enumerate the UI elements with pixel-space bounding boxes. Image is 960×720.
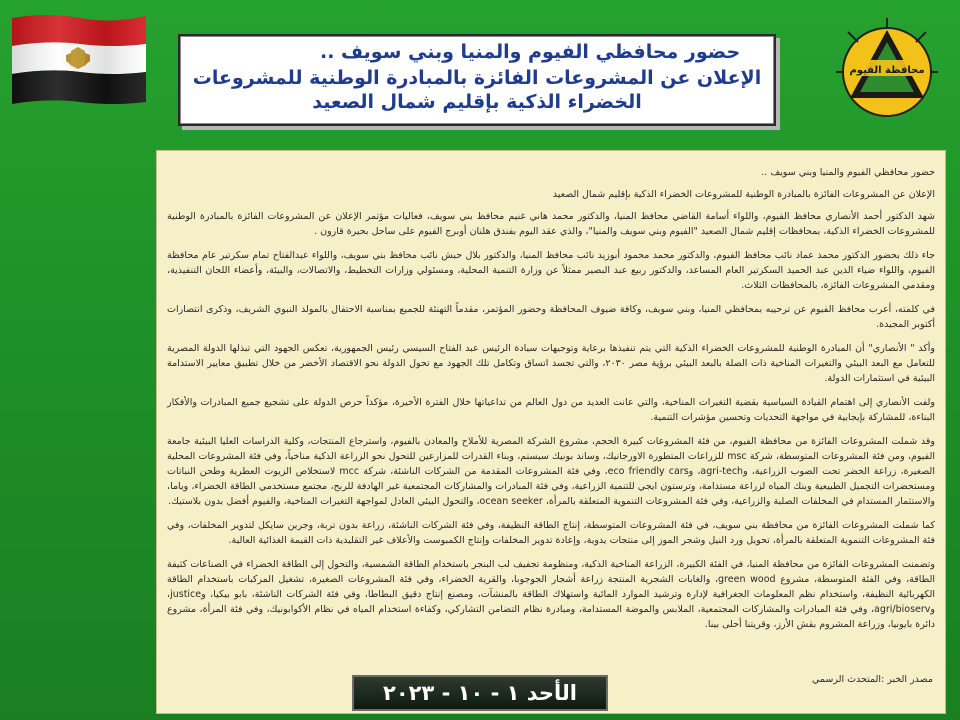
article-panel [156,150,946,714]
fayoum-governorate-logo-icon [828,12,946,130]
article-paragraph: الإعلان عن المشروعات الفائزة بالمبادرة الوطنية للمشروعات الخضراء الذكية بإقليم شمال الصعيد [552,189,935,200]
article-paragraph: شهد الدكتور أحمد الأنصاري محافظ الفيوم، واللواء أسامة القاضي محافظ المنيا، والدكتور محمد هاني غنيم محافظ بني سويف، فعاليات مؤتمر الإعلان عن المشروعات الفائزة بالمبادرة الوطنية للمشروعات الخضراء الذكية، بمحافظات إقليم شمال الصعيد "الفيوم وبني سويف والمنيا"، والذي عقد اليوم بفندق هلنان أوبرج الفيوم على ساحل بحيرة قارون . [167,211,935,237]
article-paragraph: جاء ذلك بحضور الدكتور محمد عماد نائب محافظ الفيوم، والدكتور محمد محمود أبوزيد نائب محافظ المنيا، والدكتور بلال حبش نائب محافظ بني سويف، واللواء عبدالفتاح تمام سكرتير عام محافظة الفيوم، واللواء ضياء الدين عبد الحميد السكرتير العام المساعد، والدكتور ربيع عبد البصير ممثلاً عن وزارة التنمية المحلية، ومسئولي وزارات التخطيط، والاتصالات، والبيئة، وأعضاء اللجان التنفيذية، ومقدمي المشروعات الفائزة، بالمحافظات الثلاث. [167,250,935,291]
article-paragraph: وقد شملت المشروعات الفائزة من محافظة الفيوم، من فئة المشروعات كبيرة الحجم، مشروع الشركة المصرية للأملاح والمعادن بالفيوم، واسترجاع المنتجات، وكلية الدراسات العليا البيئية جامعة الفيوم، ومن فئة المشروعات المتوسطة، شركة msc للزراعات المتطورة الاورجانيك، وساند بونيك سيستم، وبناء القدرات للمزارعين للتحول نحو الزراعة الذكية مناخياً، وفي فئة المشروعات المحلية الصغيرة، زراعة الخضر تحت الصوب الزراعية، وagri-tech، وeco friendly cars، وفي فئة المشروعات المقدمة من الشركات الناشئة، شركة mcc لاستخلاص الزيوت العطرية وطحن النباتات ومستحضرات التجميل الطبيعية وبنك المياه لزراعة مستدامة، وترستون ايجي للتنمية الزراعية، وفي فئة المبادرات والمشاركات المجتمعية غير الهادفة للربح، مجتمع مستخدمي الطاقة الخضراء، وياما، والاستثمار المستدام في المخلفات الصلبة والزراعية، وفي فئة المشروعات التنموية المتعلقة بالمرأة، ocean seeker، والتحول البيئي العادل لمواجهة التغيرات المناخية، والفيوم أفضل بدون بلاستيك. [167,436,935,507]
logo-text: محافظة الفيوم [849,65,925,76]
article-paragraph: ولفت الأنصاري إلى اهتمام القيادة السياسية بقضية التغيرات المناخية، والتي عانت العديد من دول العالم من تداعياتها خلال الفترة الأخيرة، مؤكداً حرص الدولة على تشجيع جميع المبادرات والأفكار البناءة، للمشاركة بإيجابية في مواجهة التحديات وتحسين مؤشرات التنمية. [167,397,935,423]
article-paragraph: وأكد " الأنصاري" أن المبادرة الوطنية للمشروعات الخضراء الذكية التي يتم تنفيذها برعاية وتوجيهات سيادة الرئيس عبد الفتاح السيسي رئيس الجمهورية، تعكس الجهود التي تبذلها الدولة المصرية للتعامل مع البعد البيئي والتغيرات المناخية ذات الصلة بالبعد البيئي برؤية مصر ٢٠٣٠، والتي تجسد اتساق وتكامل تلك الجهود مع تحول الدولة نحو الاقتصاد الأخضر من خلال تطبيق معايير الاستدامة البيئية في استثمارات الدولة. [167,343,935,384]
headline-box [178,34,776,126]
news-source: مصدر الخبر :المتحدث الرسمي [811,674,933,685]
headline-line-1: حضور محافظي الفيوم والمنيا وبني سويف .. [320,41,741,63]
egypt-flag-icon [8,10,148,110]
headline-line-2: الإعلان عن المشروعات الفائزة بالمبادرة الوطنية للمشروعات الخضراء الذكية بإقليم شمال الصعيد [192,67,762,113]
date-banner: الأحد ١ - ١٠ - ٢٠٢٣ [352,675,608,711]
article-paragraph: كما شملت المشروعات الفائزة من محافظة بني سويف، في فئة المشروعات المتوسطة، إنتاج الطاقة النظيفة، وفي فئة الشركات الناشئة، زراعة بدون تربة، وجرين سايكل لتدوير المخلفات، وفي فئة المشروعات التنموية المتعلقة بالمرأة، تحويل ورد النيل وشجر الموز إلى منتجات يدوية، وإعادة تدوير المخلفات وإنتاج الكمبوست والأعلاف غير التقليدية ذات القيمة الغذائية العالية. [167,520,935,546]
article-paragraph: في كلمته، أعرب محافظ الفيوم عن ترحيبه بمحافظي المنيا، وبني سويف، وكافة ضيوف المحافظة وحضور المؤتمر، مقدماً التهنئة للجميع بمناسبة الاحتفال بالمولد النبوي الشريف، وذكرى انتصارات أكتوبر المجيدة. [167,304,935,330]
article-paragraph: وتضمنت المشروعات الفائزة من محافظة المنيا، في الفئة الكبيرة، الزراعة المناخية الذكية، ومنظومة تجفيف لب البنجر باستخدام الطاقة الشمسية، والتحول إلى الطاقة الخضراء في الصناعات كثيفة الطاقة، وفي الفئة المتوسطة، مشروع green wood، والغابات الشجرية المنتجة زراعة أشجار الجوجوبا، والقرية الخضراء، وفي فئة المشروعات الصغيرة، تشغيل المركبات باستخدام الطاقة الكهربائية النظيفة، واستخدام نظم المعلومات الجغرافية لإدارة وترشيد الموارد المائية واستهلاك الطاقة بالمنشآت، ومصنع إنتاج دقيق البطاطا، وفي فئة الشركات الناشئة، بابو بيكيا، وjustice، وagri/bioserv، وفي فئة المبادرات والمشاركات المجتمعية، الملابس والموضة المستدامة، ومبادرة نظام التضامن التشاركي، وكفاءة استخدام المياه في نظام الأكوابونيك، وفي فئة المرأة، مشروع دائرة بايونيا، وزراعة المشروم بقش الأرز، وقريتنا أحلى بينا. [167,559,935,630]
article-body [167,165,935,641]
article-paragraph: حضور محافظي الفيوم والمنيا وبني سويف .. [761,167,935,178]
